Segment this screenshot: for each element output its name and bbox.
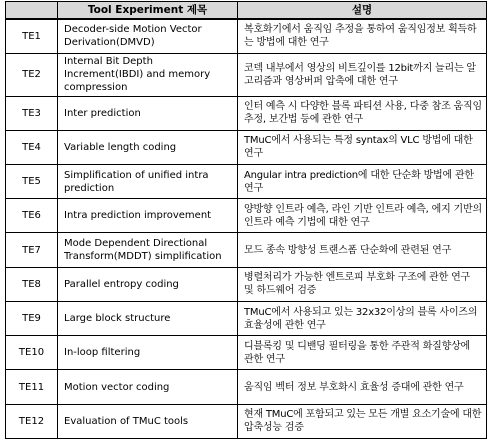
- row-title: Mode Dependent Directional Transform(MDDT) simplification: [58, 233, 238, 267]
- row-id: TE11: [6, 370, 58, 404]
- table-row: [6, 165, 487, 199]
- row-title: Motion vector coding: [58, 370, 238, 404]
- row-id: TE10: [6, 336, 58, 370]
- table-row: [6, 301, 487, 335]
- row-description: 현재 TMuC에 포함되고 있는 모든 개별 요소기술에 대한 압축성능 검증: [238, 404, 487, 438]
- row-id: TE2: [6, 53, 58, 96]
- row-description: 병렬처리가 가능한 엔트로피 부호화 구조에 관한 연구 및 하드웨어 검증: [238, 267, 487, 301]
- row-title: Variable length coding: [58, 130, 238, 164]
- row-description: 복호화기에서 움직임 추정을 통하여 움직임정보 획득하는 방법에 대한 연구: [238, 19, 487, 53]
- row-description: TMuC에서 사용되고 있는 32x32이상의 블록 사이즈의 효율성에 관한 연구: [238, 301, 487, 335]
- row-id: TE4: [6, 130, 58, 164]
- table-row: [6, 336, 487, 370]
- row-title: Intra prediction improvement: [58, 199, 238, 233]
- header-description: 설명: [238, 2, 487, 20]
- table-row: [6, 233, 487, 267]
- row-title: Simplification of unified intra prediction: [58, 165, 238, 199]
- row-description: TMuC에서 사용되는 특정 syntax의 VLC 방법에 대한 연구: [238, 130, 487, 164]
- row-description: 인터 예측 시 다양한 블록 파티션 사용, 다중 참조 움직임 추정, 보간법 등에 관한 연구: [238, 96, 487, 130]
- table-row: [6, 267, 487, 301]
- row-description: 디블록킹 및 디밴딩 필터링을 통한 주관적 화질향상에 관한 연구: [238, 336, 487, 370]
- row-title: In-loop filtering: [58, 336, 238, 370]
- row-description: 움직임 벡터 정보 부호화시 효율성 증대에 관한 연구: [238, 370, 487, 404]
- row-id: TE6: [6, 199, 58, 233]
- row-title: Evaluation of TMuC tools: [58, 404, 238, 438]
- row-id: TE9: [6, 301, 58, 335]
- table-row: [6, 199, 487, 233]
- header-title: Tool Experiment 제목: [58, 2, 238, 20]
- row-description: 코덱 내부에서 영상의 비트깊이를 12bit까지 늘리는 알고리즘과 영상버퍼 압축에 대한 연구: [238, 53, 487, 96]
- table-row: [6, 96, 487, 130]
- row-id: TE12: [6, 404, 58, 438]
- row-description: 양방향 인트라 예측, 라인 기반 인트라 예측, 에지 기반의 인트라 예측 기법에 대한 연구: [238, 199, 487, 233]
- row-id: TE7: [6, 233, 58, 267]
- row-id: TE8: [6, 267, 58, 301]
- row-id: TE5: [6, 165, 58, 199]
- table-row: [6, 53, 487, 96]
- row-description: 모드 종속 방향성 트랜스폼 단순화에 관련된 연구: [238, 233, 487, 267]
- row-description: Angular intra prediction에 대한 단순화 방법에 관한 연구: [238, 165, 487, 199]
- table-row: [6, 19, 487, 53]
- table-header-row: [6, 2, 487, 20]
- table-row: [6, 404, 487, 438]
- row-title: Decoder-side Motion Vector Derivation(DMVD): [58, 19, 238, 53]
- header-id: [6, 2, 58, 20]
- row-title: Inter prediction: [58, 96, 238, 130]
- tool-experiment-table: [5, 1, 487, 439]
- row-title: Internal Bit Depth Increment(IBDI) and memory compression: [58, 53, 238, 96]
- row-id: TE1: [6, 19, 58, 53]
- row-title: Large block structure: [58, 301, 238, 335]
- table-row: [6, 370, 487, 404]
- table-row: [6, 130, 487, 164]
- row-id: TE3: [6, 96, 58, 130]
- row-title: Parallel entropy coding: [58, 267, 238, 301]
